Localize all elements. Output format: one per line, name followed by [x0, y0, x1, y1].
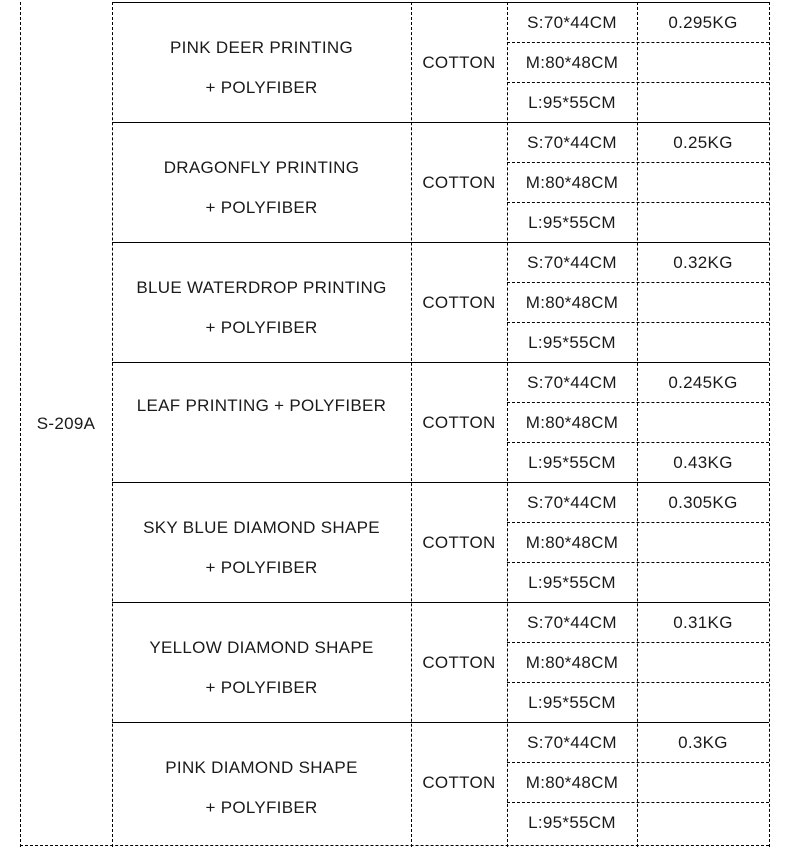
- size-cell: L:95*55CM: [528, 333, 616, 352]
- pattern-name: DRAGONFLY PRINTING: [163, 158, 360, 177]
- size-cell: M:80*48CM: [525, 293, 619, 312]
- size-cell: M:80*48CM: [525, 653, 619, 672]
- block-divider: [112, 602, 769, 603]
- size-row-divider: [507, 202, 769, 203]
- material-cell: COTTON: [422, 173, 496, 192]
- weight-cell: 0.43KG: [673, 453, 733, 472]
- size-cell: S:70*44CM: [527, 493, 617, 512]
- size-cell: L:95*55CM: [528, 453, 616, 472]
- size-row-divider: [507, 522, 769, 523]
- size-cell: S:70*44CM: [527, 613, 617, 632]
- size-cell: S:70*44CM: [527, 373, 617, 392]
- size-row-divider: [507, 562, 769, 563]
- column-border-4: [637, 2, 638, 847]
- block-divider: [112, 482, 769, 483]
- material-cell: COTTON: [422, 533, 496, 552]
- size-row-divider: [507, 442, 769, 443]
- weight-cell: 0.305KG: [668, 493, 738, 512]
- pattern-fiber: + POLYFIBER: [205, 678, 318, 697]
- product-spec-table: [20, 0, 770, 847]
- size-cell: M:80*48CM: [525, 173, 619, 192]
- pattern-name: PINK DIAMOND SHAPE: [165, 758, 358, 777]
- size-row-divider: [507, 642, 769, 643]
- size-cell: S:70*44CM: [527, 133, 617, 152]
- weight-cell: 0.32KG: [673, 253, 733, 272]
- pattern-fiber: + POLYFIBER: [205, 78, 318, 97]
- weight-cell: 0.3KG: [678, 733, 728, 752]
- block-divider: [112, 242, 769, 243]
- size-row-divider: [507, 762, 769, 763]
- size-cell: M:80*48CM: [525, 53, 619, 72]
- weight-cell: 0.295KG: [668, 13, 738, 32]
- pattern-fiber: + POLYFIBER: [205, 198, 318, 217]
- pattern-name: YELLOW DIAMOND SHAPE: [149, 638, 374, 657]
- size-row-divider: [507, 162, 769, 163]
- block-divider: [112, 722, 769, 723]
- pattern-name: BLUE WATERDROP PRINTING: [136, 278, 387, 297]
- weight-cell: 0.31KG: [673, 613, 733, 632]
- size-cell: L:95*55CM: [528, 693, 616, 712]
- pattern-name: PINK DEER PRINTING: [170, 38, 353, 57]
- size-cell: L:95*55CM: [528, 573, 616, 592]
- size-cell: M:80*48CM: [525, 413, 619, 432]
- size-row-divider: [507, 402, 769, 403]
- material-cell: COTTON: [422, 653, 496, 672]
- top-border: [112, 2, 769, 3]
- size-cell: L:95*55CM: [528, 93, 616, 112]
- size-cell: S:70*44CM: [527, 13, 617, 32]
- block-divider: [112, 122, 769, 123]
- material-cell: COTTON: [422, 773, 496, 792]
- pattern-fiber: + POLYFIBER: [205, 798, 318, 817]
- size-cell: S:70*44CM: [527, 253, 617, 272]
- block-divider: [112, 362, 769, 363]
- size-row-divider: [507, 682, 769, 683]
- style-code-cell: S-209A: [36, 414, 96, 433]
- size-row-divider: [507, 322, 769, 323]
- material-cell: COTTON: [422, 293, 496, 312]
- material-cell: COTTON: [422, 53, 496, 72]
- pattern-name: LEAF PRINTING + POLYFIBER: [136, 396, 387, 415]
- pattern-name: SKY BLUE DIAMOND SHAPE: [143, 518, 380, 537]
- size-cell: S:70*44CM: [527, 733, 617, 752]
- size-row-divider: [507, 802, 769, 803]
- column-border-5: [769, 2, 770, 847]
- size-cell: L:95*55CM: [528, 213, 616, 232]
- size-cell: L:95*55CM: [528, 813, 616, 832]
- bottom-border: [20, 845, 769, 846]
- column-border-1: [112, 2, 113, 847]
- size-row-divider: [507, 282, 769, 283]
- size-row-divider: [507, 42, 769, 43]
- size-row-divider: [507, 82, 769, 83]
- weight-cell: 0.25KG: [673, 133, 733, 152]
- size-cell: M:80*48CM: [525, 773, 619, 792]
- pattern-fiber: + POLYFIBER: [205, 558, 318, 577]
- material-cell: COTTON: [422, 413, 496, 432]
- weight-cell: 0.245KG: [668, 373, 738, 392]
- size-cell: M:80*48CM: [525, 533, 619, 552]
- pattern-fiber: + POLYFIBER: [205, 318, 318, 337]
